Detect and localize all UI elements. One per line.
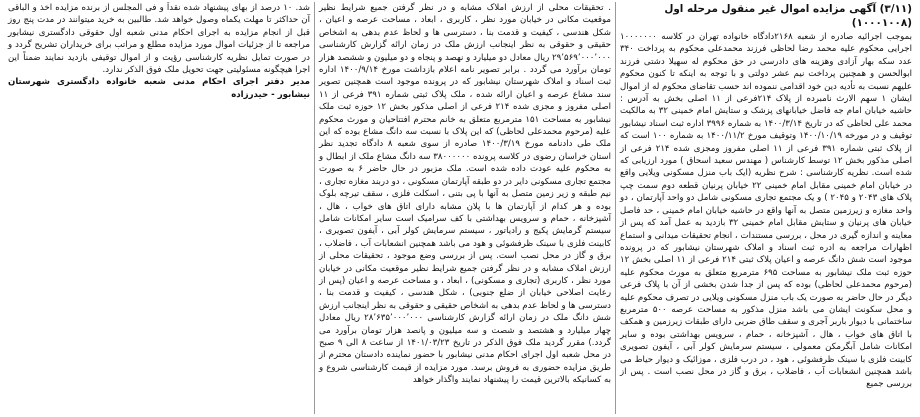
notice-paragraph-1: بموجب اجرائیه صادره از شعبه ۲۱۶۸دادگاه خانواده تهران در کلاسه ۱۰۰۰۰۰۰۰ اجرایی محکوم علیه محمد رضا لحاظی فرزند محمدعلی محکوم به پرداخت ۳۴۰ عدد سکه بهار آزادی وهزینه های دادرسی در حق محکوم له سهیلا دشتی فرزند ابوالحسن و همچنین پرداخت نیم عشر دولتی و با توجه به اینکه تا کنون محکوم علیهم نسبت به تأدیه دین خود اقدامی ننموده اند حسب تقاضای محکوم له از اموال ایشان ۱ سهم الارث نامبرده از پلاک ۲۱۴فرعی از ۱۱ اصلی بخش به آدرس : حاشیه خیابان امام جه فاضل خیابانهای پزشک و ستایش امام خمینی ۳۲ به مالکیت محمد علی لحاظی که در تاریخ ۱۴۰۰/۳/۱۴ به شماره ۳۹۹۶ اداره ثبت اسناد نیشابور توقیف و در مورخه ۱۴۰۰/۱۰/۱۹ وتوقیف مورخ ۱۴۰۰/۱۱/۲ به شماره ۱۰۰ است که از پلاک ثبتی شماره ۳۹۱ فرعی از ۱۱ اصلی مفروز ومجزی شده ۲۱۴ فرعی از اصلی مذکور بخش ۱۲ توسط کارشناس ( مهندس سعید اسحاق ) مورد ارزیابی که شده است. نظریه کارشناسی : شرح نظریه (ایک باب منزل مسکونی ویلایی واقع در خیابان امام خمینی مقابل امام خمینی ۲۲ خیابان پرنیان قطعه دوم سمت چپ پلاک های ۲۰۴۳ و ۲۰۴۵ ) و یک مجتمع تجاری مسکونی شامل دو واحد آپارتمان ، دو واحد مغازه و زیرزمین متصل به آنها واقع در حاشیه خیابان امام خمینی ، حد فاصل خیابان های پرنیان و ستایش مقابل امام خمینی ۳۲ بازدید به عمل آمد که پس از معاینه و اندازه گیری در محل ، بررسی مستندات ، انجام تحقیقات میدانی و استماع اظهارات مراجعه به ادره ثبت اسناد و املاک شهرستان نیشابور که در پرونده موجود است شش دانگ عرصه و اعیان پلاک ثبتی ۲۱۴ فرعی از ۱۱ اصلی بخش ۱۲ حوزه ثبت ملک نیشابور به مساحت ۶۹۵ مترمربع متعلق به مورث محکوم علیه (مرحوم محمدعلی لحاظی) بوده که پس از جدا شدن بخشی از آن با پلاک فرعی دیگر در حال حاضر به صورت یک باب منزل مسکونی ویلایی در تصرف محکوم علیه و محل سکونت ایشان می باشد منزل مذکور به مساحت عرصه ۵۰۰ مترمربع ساختمانی با دیوار باربر آجری و سقف طاق ضربی دارای طبقات زیرزمین و همکف با اتاق های خواب ، هال ، آشپزخانه ، حمام ، سرویس بهداشتی بوده و سایر امکانات شامل آبگرمکن معمولی ، سیستم سرمایش کولر آبی ، آیفون تصویری کابینت فلزی با سینک ظرفشوئی ، هود ، در درب فلزی ، موزائیک و دیوار حیاط می باشد همچنین انشعابات آب ، فاضلاب ، برق و گاز در محل نصب است . پس از بررسی جمیع [620, 32, 913, 390]
notice-signature: مدیر دفتر اجرای احکام مدنی شعبه خانواده دادگستری شهرستان نیشابور - حیدرزاده [8, 77, 310, 100]
notice-paragraph-3: شد. ۱۰ درصد از بهای پیشنهاد شده نقداً و فی المجلس از برنده مزایده اخذ و الباقی آن حداکثر تا مهلت یکماه وصول خواهد شد. طالبین به خرید میتوانند در مدت پنج روز قبل از انجام مزایده به اجرای احکام مدنی شعبه اول حقوقی دادگستری نیشابور مراجعه تا از جزئیات اموال مورد مزایده مطلع و مراتب برای خریداران تشریح گردد و در صورت تمایل نظریه کارشناسی رؤیت و از اموال توقیفی بازدید نمایند ضمناً این اجرا هیچگونه مسئولیتی جهت تحویل ملک فوق الذکر ندارد. [8, 3, 310, 76]
notice-column-3 [4, 2, 314, 414]
notice-columns [4, 2, 916, 414]
notice-column-1 [616, 2, 916, 414]
auction-notice [4, 2, 916, 414]
notice-paragraph-2: . تحقیقات محلی از ارزش املاک مشابه و در نظر گرفتن جمیع شرایط نظیر موقعیت مکانی در خیابان مورد نظر ، کاربری ، ابعاد ، مساحت عرصه و اعیان ، شکل هندسی ، کیفیت و قدمت بنا ، دسترسی ها و لحاظ عدم بدهی به اشخاص حقیقی و حقوقی به نظر اینجانب ارزش ملک در زمان ارائه گزارش کارشناسی ۲۹٬۵۶۹٬۰۰۰٬۰۰۰ ریال معادل دو میلیارد و نهصد و پنجاه و دو میلیون و ششصد هزار تومان برآورد می گردد . برابر تصویر نامه اعلام بازداشت مورخ ۱۴۰۰/۹/۱۴ اداره ثبت اسناد و املاک شهرستان نیشابور که در پرونده موجود است همچنین تصویر سند مشاع عرصه و اعیان ارائه شده ، ملک پلاک ثبتی شماره ۳۹۱ فرعی از ۱۱ اصلی مفروز و مجزی شده ۲۱۴ فرعی از اصلی مذکور بخش ۱۲ حوزه ثبت ملک نیشابور به مساحت ۱۵۱ مترمربع متعلق به خانم محترم افتتاحیان و مورث محکوم علیه (مرحوم محمدعلی لحاظی) که این پلاک با نسبت سه دانگ مشاع بوده که این ملک طی دادنامه مورخ ۱۴۰۰/۳/۱۹ صادره از سوی شعبه ۸ دادگاه تجدید نظر استان خراسان رضوی در کلاسه پرونده ۳۸۰۰۰۰۰۰ سه دانگ مشاع ملک از ابطال و به محکوم علیه عودت داده شده است. ملک مزبور در حال حاضر ۶ به صورت مجتمع تجاری مسکونی دایر در دو طبقه آپارتمان مسکونی ، دو دربند مغازه تجاری ، نیم طبقه و زیر زمین متصل به آنها با پی بتنی ، اسکلت فلزی ، سقف تیرچه بلوک بوده و هر کدام از آپارتمان ها با پلان مشابه دارای اتاق های خواب ، هال ، آشپزخانه ، حمام و سرویس بهداشتی با کف سرامیک است سایر امکانات شامل سیستم گرمایش پکیج و رادیاتور ، سیستم سرمایش کولر آبی ، آیفون تصویری ، کابینت فلزی با سینک ظرفشوئی و هود می باشد همچنین انشعابات آب ، فاضلاب ، برق و گاز در محل نصب است. پس از بررسی وضع موجود ، تحقیقات محلی از ارزش املاک مشابه و در نظر گرفتن جمیع شرایط نظیر موقعیت مکانی در خیابان مورد نظر ، کاربری (تجاری و مسکونی) ، ابعاد ، و مساحت عرصه و اعیان (پس از رعایت اصلاحی خیابان از ضلع جنوبی) ، شکل هندسی ، کیفیت و قدمت بنا ، دسترسی ها و لحاظ عدم بدهی به اشخاص حقیقی و حقوقی به نظر اینجانب ارزش شش دانگ ملک در زمان ارائه گزارش کارشناسی ۲۸٬۶۳۵٬۰۰۰٬۰۰۰ ریال معادل چهار میلیارد و هشتصد و شصت و سه میلیون و پانصد هزار تومان برآورد می گردد.) مقرر گردید ملک فوق الذکر در تاریخ ۱۴۰۱/۰۳/۲۳ از ساعت ۸ الی ۹ صبح در محل شعبه اول اجرای احکام مدنی نیشابور با حضور نماینده دادستان محترم از طریق مزایده حضوری به فروش برسد. مورد مزایده از قیمت کارشناسی شروع و به کسانیکه بالاترین قیمت را پیشنهاد نمایند واگذار خواهد [319, 3, 612, 386]
notice-title: (۳/۱۱) آگهی مزایده اموال غیر منقول مرحله اول (۱۰۰۰۱۰۰۸) [664, 3, 912, 29]
notice-column-2 [314, 2, 616, 414]
